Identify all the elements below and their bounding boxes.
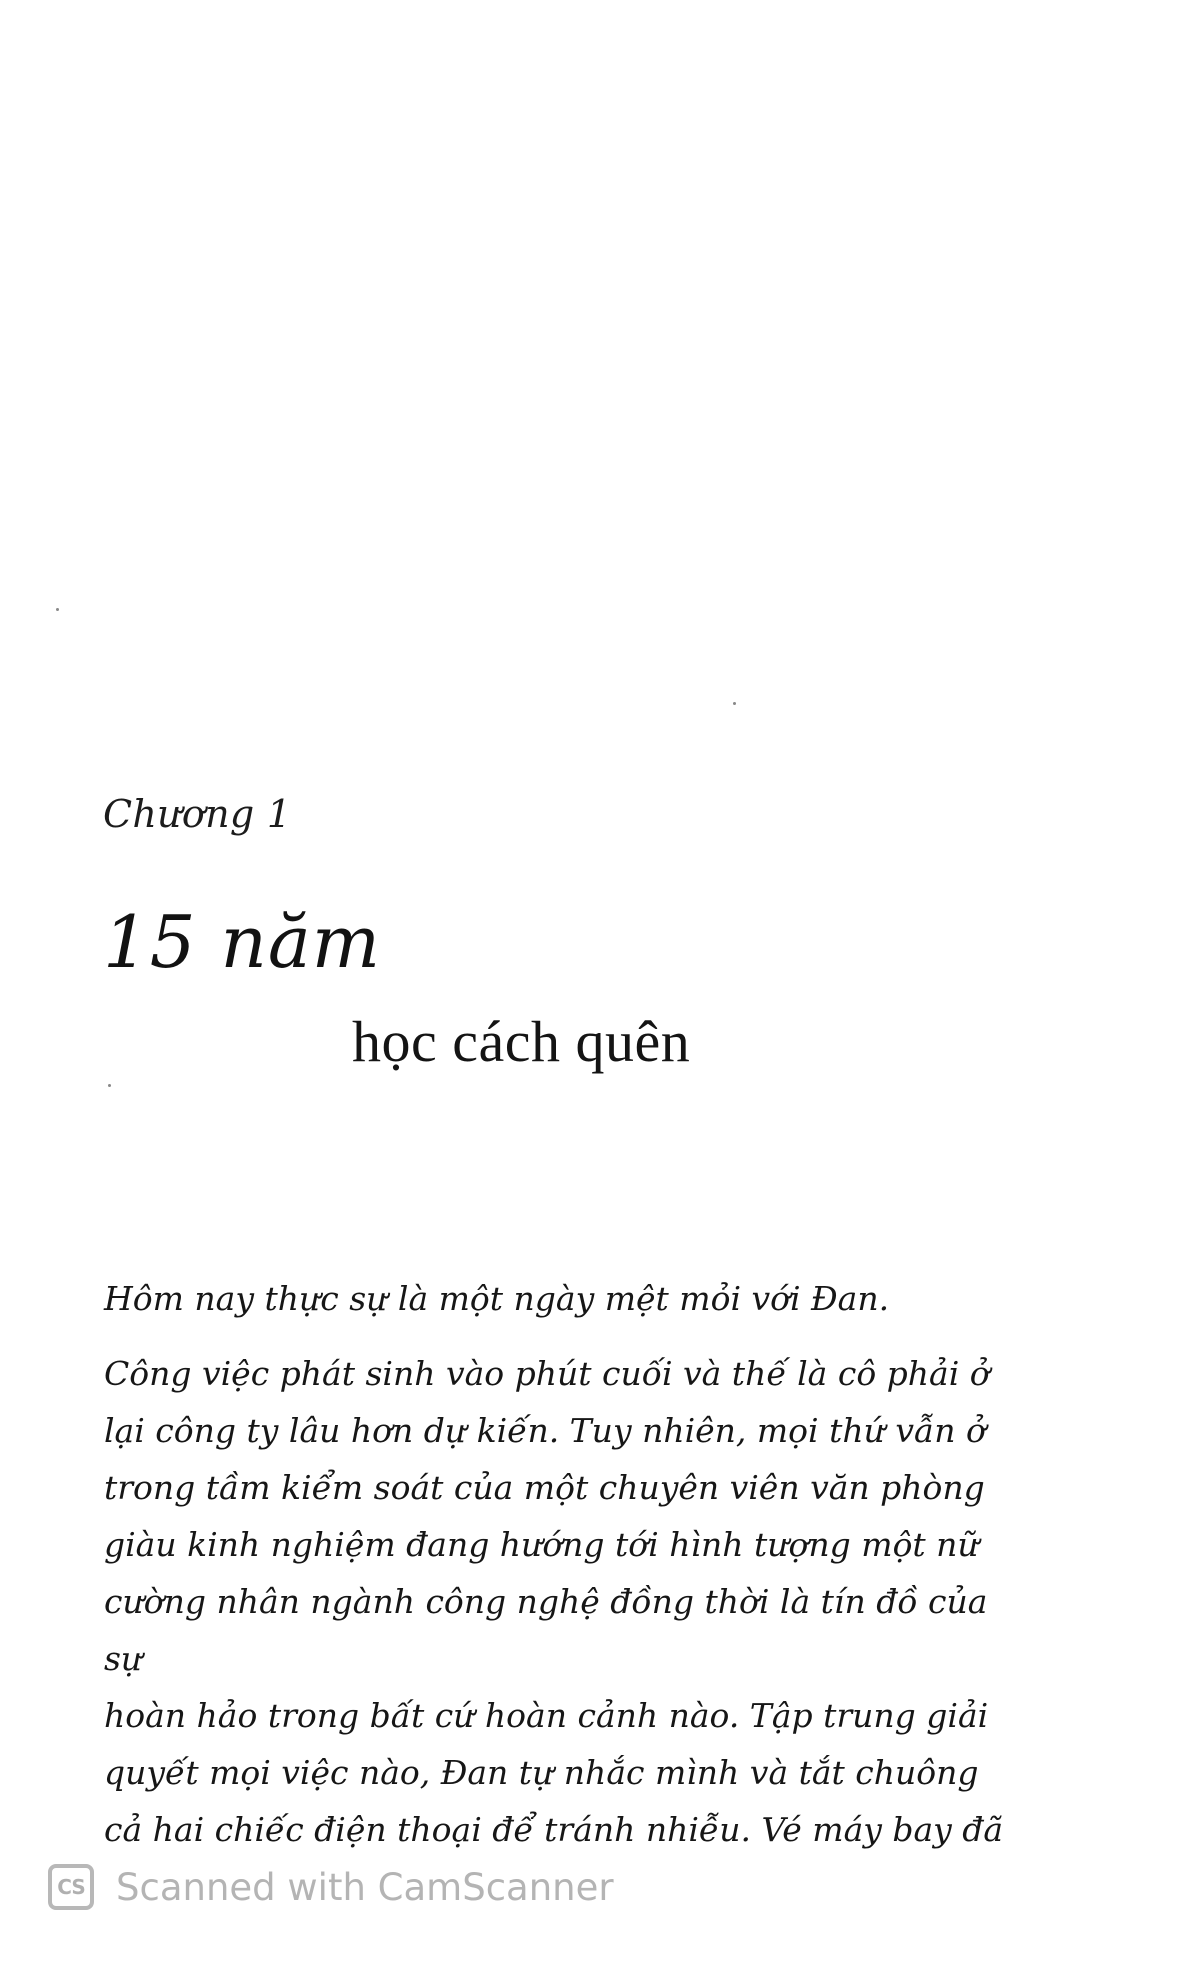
first-paragraph: Hôm nay thực sự là một ngày mệt mỏi với Đan. — [104, 1279, 890, 1318]
camscanner-logo-icon: CS — [48, 1864, 94, 1910]
chapter-title-line-2: học cách quên — [352, 1009, 691, 1074]
paragraph-line: hoàn hảo trong bất cứ hoàn cảnh nào. Tập trung giải — [104, 1696, 989, 1735]
camscanner-watermark — [48, 1864, 614, 1910]
paragraph-line: Công việc phát sinh vào phút cuối và thế là cô phải ở — [104, 1354, 990, 1393]
paragraph-line: giàu kinh nghiệm đang hướng tới hình tượng một nữ — [104, 1525, 979, 1564]
paragraph-line: trong tầm kiểm soát của một chuyên viên văn phòng — [104, 1468, 985, 1507]
paragraph-line: quyết mọi việc nào, Đan tự nhắc mình và tắt chuông — [104, 1753, 979, 1792]
second-paragraph — [104, 1345, 1004, 1858]
scan-speck — [108, 1084, 111, 1087]
scan-speck — [733, 702, 736, 705]
chapter-label: Chương 1 — [103, 792, 292, 836]
paragraph-line: lại công ty lâu hơn dự kiến. Tuy nhiên, mọi thứ vẫn ở — [104, 1411, 986, 1450]
paragraph-line: cả hai chiếc điện thoại để tránh nhiễu. Vé máy bay đã — [104, 1810, 1004, 1849]
chapter-title-line-1: 15 năm — [103, 900, 382, 984]
watermark-text: Scanned with CamScanner — [116, 1865, 614, 1909]
scan-speck — [56, 608, 59, 611]
body-text — [104, 1270, 1004, 1858]
paragraph-line: cường nhân ngành công nghệ đồng thời là tín đồ của sự — [104, 1582, 988, 1678]
